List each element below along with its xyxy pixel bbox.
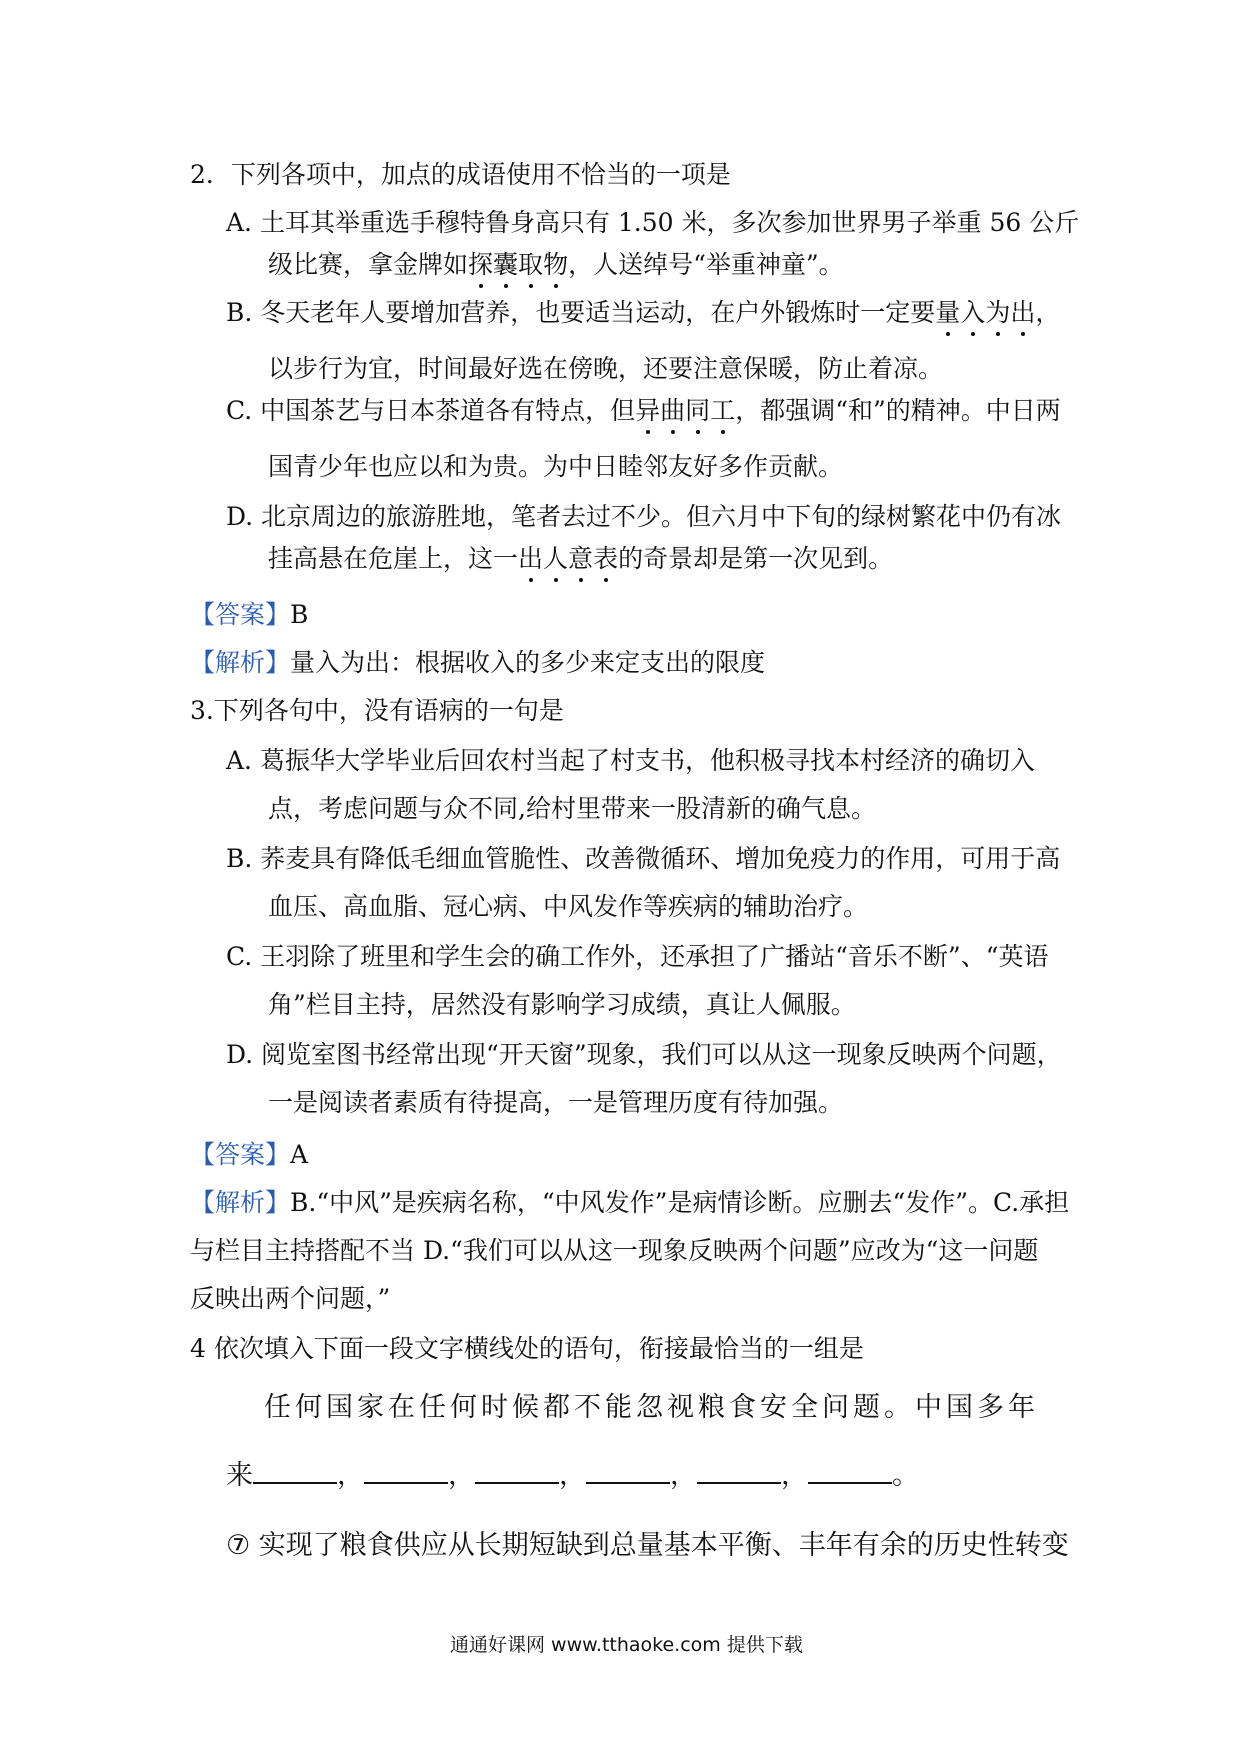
page-footer: 通通好课网 www.tthaoke.com 提供下载 xyxy=(450,1634,803,1656)
q2-analysis xyxy=(190,648,765,678)
dotted-char: 探 xyxy=(468,250,494,279)
dotted-char: 曲 xyxy=(660,396,686,425)
q3-option-b-line1: B. 荞麦具有降低毛细血管脆性、改善微循环、增加免疫力的作用，可用于高 xyxy=(226,844,1061,873)
fill-blank xyxy=(697,1482,781,1484)
q4-item-7: ⑦ 实现了粮食供应从长期短缺到总量基本平衡、丰年有余的历史性转变 xyxy=(226,1530,1069,1561)
dotted-char: 人 xyxy=(543,544,569,573)
dotted-char: 同 xyxy=(685,396,711,425)
fill-blank xyxy=(253,1482,337,1484)
q4-passage-line1: 任何国家在任何时候都不能忽视粮食安全问题。中国多年 xyxy=(264,1392,1039,1423)
dotted-char: 囊 xyxy=(493,250,519,279)
analysis-text: 量入为出：根据收入的多少来定支出的限度 xyxy=(290,648,766,677)
answer-tag: 【答案】 xyxy=(190,1140,291,1169)
q3-stem: 3.下列各句中，没有语病的一句是 xyxy=(190,696,564,725)
q3-answer xyxy=(190,1140,308,1170)
analysis-tag: 【解析】 xyxy=(190,1188,291,1217)
q2-option-d-line2: 挂高悬在危崖上，这一出人意表的奇景却是第一次见到。 xyxy=(268,544,894,573)
q3-option-c-line2: 角”栏目主持，居然没有影响学习成绩，真让人佩服。 xyxy=(268,990,856,1019)
q4-passage-line2: 来 ， ， ， ， ， 。 xyxy=(226,1460,919,1491)
q3-analysis-line1 xyxy=(190,1188,1069,1218)
dotted-char: 表 xyxy=(593,544,619,573)
dotted-char: 出 xyxy=(518,544,544,573)
fill-blank xyxy=(364,1482,448,1484)
q3-analysis-line3: 反映出两个问题，” xyxy=(190,1284,391,1313)
answer-value: B xyxy=(290,600,309,629)
dotted-char: 出 xyxy=(1010,298,1036,327)
q3-analysis-line2: 与栏目主持搭配不当 D.“我们可以从这一现象反映两个问题”应改为“这一问题 xyxy=(190,1236,1039,1265)
dotted-char: 为 xyxy=(985,298,1011,327)
dotted-char: 量 xyxy=(935,298,961,327)
q2-option-d-line1: D. 北京周边的旅游胜地，笔者去过不少。但六月中下旬的绿树繁花中仍有冰 xyxy=(226,502,1062,531)
answer-value: A xyxy=(290,1140,309,1169)
dotted-char: 入 xyxy=(960,298,986,327)
q2-option-c-line2: 国青少年也应以和为贵。为中日睦邻友好多作贡献。 xyxy=(268,452,844,481)
answer-tag: 【答案】 xyxy=(190,600,291,629)
q3-option-b-line2: 血压、高血脂、冠心病、中风发作等疾病的辅助治疗。 xyxy=(268,892,869,921)
q3-option-c-line1: C. 王羽除了班里和学生会的确工作外，还承担了广播站“音乐不断”、“英语 xyxy=(226,942,1049,971)
q2-option-a-line1: A. 土耳其举重选手穆特鲁身高只有 1.50 米，多次参加世界男子举重 56 公斤 xyxy=(226,208,1080,237)
q3-option-d-line1: D. 阅览室图书经常出现“开天窗”现象，我们可以从这一现象反映两个问题， xyxy=(226,1040,1062,1069)
q4-stem: 4 依次填入下面一段文字横线处的语句，衔接最恰当的一组是 xyxy=(190,1334,864,1363)
q2-stem: 2．下列各项中，加点的成语使用不恰当的一项是 xyxy=(190,160,731,189)
q2-option-b-line2: 以步行为宜，时间最好选在傍晚，还要注意保暖，防止着凉。 xyxy=(268,354,944,383)
dotted-char: 工 xyxy=(710,396,736,425)
q2-option-c-line1: C. 中国茶艺与日本茶道各有特点，但异曲同工，都强调“和”的精神。中日两 xyxy=(226,396,1061,425)
q2-option-b-line1: B. 冬天老年人要增加营养，也要适当运动，在户外锻炼时一定要量入为出， xyxy=(226,298,1061,327)
analysis-tag: 【解析】 xyxy=(190,648,291,677)
q3-option-a-line1: A. 葛振华大学毕业后回农村当起了村支书，他积极寻找本村经济的确切入 xyxy=(226,746,1035,775)
dotted-char: 异 xyxy=(635,396,661,425)
fill-blank xyxy=(475,1482,559,1484)
fill-blank xyxy=(586,1482,670,1484)
analysis-text: B.“中风”是疾病名称，“中风发作”是病情诊断。应删去“发作”。C.承担 xyxy=(290,1188,1070,1217)
q2-option-a-line2: 级比赛，拿金牌如探囊取物，人送绰号“举重神童”。 xyxy=(268,250,844,279)
q3-option-a-line2: 点，考虑问题与众不同,给村里带来一股清新的确气息。 xyxy=(268,794,876,823)
fill-blank xyxy=(808,1482,892,1484)
dotted-char: 物 xyxy=(543,250,569,279)
q3-option-d-line2: 一是阅读者素质有待提高，一是管理历度有待加强。 xyxy=(268,1088,844,1117)
dotted-char: 意 xyxy=(568,544,594,573)
q2-answer xyxy=(190,600,308,630)
dotted-char: 取 xyxy=(518,250,544,279)
